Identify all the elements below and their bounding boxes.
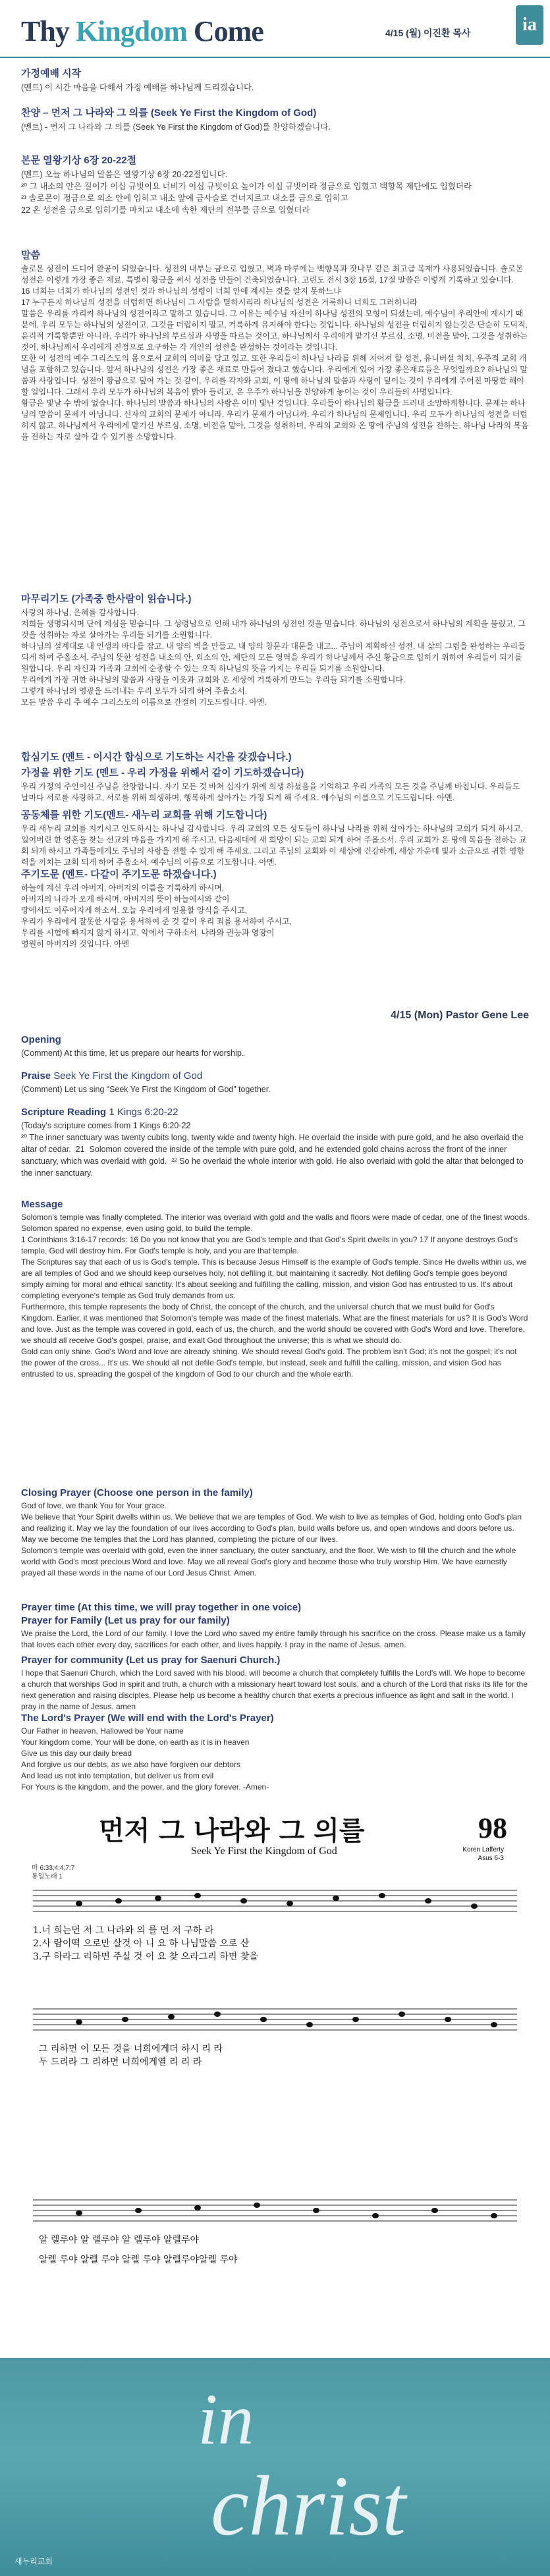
ko-message (21, 248, 530, 443)
en-lords-heading: The Lord's Prayer (We will end with the Lord's Prayer) (21, 1713, 274, 1724)
hymn-lyric-7: 알렐 루야 알렐 루야 알렐 루야 알렐루야알렐 루야 (33, 2255, 238, 2265)
date-pastor-ko: 4/15 (월) 이진환 목사 (385, 28, 471, 38)
date-pastor-en: 4/15 (Mon) Pastor Gene Lee (391, 1010, 529, 1021)
en-opening (21, 1034, 530, 1059)
en-praise (21, 1070, 530, 1095)
en-praise-title: Seek Ye First the Kingdom of God (51, 1070, 203, 1082)
en-scripture-text: ²⁰ The inner sanctuary was twenty cubits long, twenty wide and twenty high. He overlaid the inside with pure gold, and he also overlaid the altar of cedar. 21 Solomon covered the inside of the temple with pure gold, and he extended gold chains across the front of the inner sanctuary, which was overlaid with gold. ²² So he overlaid the whole interior with gold. He also overlaid with gold the altar that belonged to the inner sanctuary. (21, 1133, 526, 1178)
title-part-1: Thy (21, 15, 76, 47)
ko-closing-heading: 마무리기도 (가족중 한사람이 읽습니다.) (21, 593, 192, 605)
hymn-reference: 마 6:33;4:4;7:7 통일노래 1 (32, 1865, 75, 1880)
en-closing-heading: Closing Prayer (Choose one person in the family) (21, 1487, 253, 1498)
ko-praise-heading: 찬양 – 먼저 그 나라와 그 의를 (Seek Ye First the Kingdom of God) (21, 107, 317, 119)
ko-lords-heading: 주기도문 (멘트- 다같이 주기도문 하겠습니다.) (21, 869, 217, 880)
en-scripture-ref: 1 Kings 6:20-22 (106, 1107, 179, 1118)
title-part-2: Kingdom (75, 15, 187, 47)
hymn-title: 먼저 그 나라와 그 의를 (99, 1815, 365, 1846)
hymn-number: 98 (478, 1812, 507, 1844)
ko-scripture-heading: 본문 열왕기상 6장 20-22절 (21, 155, 137, 166)
hymn-lyric-4: 그 리하면 이 모든 것을 너희에게더 하시 리 라 (33, 2044, 223, 2054)
ko-opening-heading: 가정예배 시작 (21, 68, 82, 79)
header (0, 0, 550, 58)
en-prayer-family-text: We praise the Lord, the Lord of our family. I love the Lord who saved my entire family through his sacrifice on the cross. Please make us a family that loves each other every day, sacrifices for each other, and lives happily. I pray in the name of Jesus. amen. (21, 1629, 528, 1649)
en-prayer (21, 1602, 530, 1713)
en-prayer-church-heading: Prayer for community (Let us pray for Saenuri Church.) (21, 1655, 281, 1666)
ko-praise-text: (멘트) - 먼저 그 나라와 그 의를 (Seek Ye First the Kingdom of God)를 찬양하겠습니다. (21, 123, 331, 132)
ko-scripture-v20: ²⁰ 그 내소의 안은 길이가 이십 규빗이요 너비가 이십 규빗이요 높이가 이십 규빗이라 정금으로 입혔고 백향목 제단에도 입혔더라 (21, 182, 472, 191)
en-message-heading: Message (21, 1199, 63, 1210)
en-scripture-heading: Scripture Reading (21, 1107, 107, 1118)
en-lords-text: Our Father in heaven, Hallowed be Your name Your kingdom come, Your will be done, on earth as it is in heaven Give us this day our daily bread And forgive us our debts, as we also have forgiven our debtors And lead us not into temptation, but deliver us from evil For Yours is the kingdom, and the power, and the glory forever. -Amen- (21, 1726, 269, 1792)
ko-prayer-heading: 합심기도 (멘트 - 이시간 합심으로 기도하는 시간을 갖겠습니다.) (21, 752, 292, 763)
ko-prayer-family-text: 우리 가정의 주인이신 주님을 찬양합니다. 자기 모든 것 바쳐 십자가 위에 희생 하셨음을 기억하고 우리 가족의 모든 것을 주님께 바칩니다. 우리들도 날마다 서로를 사랑하고, 서로를 위해 희생하며, 행복하게 살아가는 가정 되게 해 주세요. 예수님의 이름으로 기도드립니다. 아멘. (21, 782, 522, 802)
ko-closing (21, 591, 530, 708)
page-title (21, 14, 263, 48)
en-opening-text: (Comment) At this time, let us prepare our hearts for worship. (21, 1049, 244, 1058)
ko-message-text: 솔로몬 성전이 드디어 완공이 되었습니다. 성전의 내부는 금으로 입혔고, 벽과 마루에는 백향목과 잣나무 같은 최고급 목재가 사용되었습니다. 솔로몬 성전은 이렇게 가장 좋은 재료, 특별히 황금을 써서 성전을 만들어 건축되었습니다. 고린도 전서 3장 16절, 17절 말씀은 이렇게 기록하고 있습니다. 16 너희는 너희가 하나님의 성전인 것과 하나님의 성령이 너희 안에 계시는 것을 알지 못하느냐 17 누구든지 하나님의 성전을 더럽히면 하나님이 그 사람을 멸하시리라 하나님의 성전은 거룩하니 너희도 그러하니라 말씀은 우리를 가리켜 하나님의 성전이라고 말하고 있습니다. 그 이유는 예수님 자신이 하나님 성전의 모형이 되셨는데, 예수님이 우리안에 계시기 때문에, 우리 모두는 하나님의 성전이고, 그것을 더럽히지 말고, 거룩하게 유지해야 한다는 것입니다. 하나님의 성전을 더럽히지 않는것은 단순히 도덕적, 윤리적 거룩함뿐만 아니라, 우리가 하나님의 부르심과 사명을 따르는 것이고, 하나님께서 우리에게 맡기신 부르심, 소명, 비전을 맡아, 그것을 성취하는 것이, 하나님께서 우리에게 진정으로 요구하는 각 개인의 성전을 완성하는 것이라는 것입니다. 또한 이 성전의 예수 그리스도의 몸으로서 교회의 의미를 담고 있고, 또한 우리들이 하나님 나라를 위해 지어져 할 성전, 유니버설 처치, 우주적 교회 개념을 포함하고 있습니다. 앞서 하나님의 성전은 가장 좋은 재료로 만들어 졌다고 했습니다. 우리에게 있어 가장 좋은재료들은 무엇일까요? 하나님의 말씀과 사랑입니다. 성전이 황금으로 덮여 가는 것 같이, 우리를 각자와 교회, 이 땅에 하나님의 말씀과 사랑이 덮이는 것이 우리에게 주어진 마땅한 해야 할 일입니다. 그래서 우리 모두가 하나님의 복음이 밝아 들리고, 온 우주가 하나님을 찬양하게 놓이는 것이 우리들의 사명입니다. 황금은 빛날 수 밖에 없습니다. 하나님의 말씀과 하나님의 사랑은 이미 빛난 것입니다. 우리들이 하나님의 황금을 드러내 소망하게합니다. 문제는 하나님의 말씀이 문제가 아닙니다. 신자의 교회의 문제가 아니라, 우리가 문제가 아닙니까. 우리가 하나님의 문제입니다. 우리 모두가 하나님의 성전을 더럽히지 않고, 하나님께서 우리에게 맡기신 부르심, 소명, 비전을 맡아, 그것을 성취하며, 우리의 교회와 온 땅에 주님의 성전을 전하는, 하나님 나라의 복음을 전하는 자로 살아 갈 수 있기를 소망합니다. (21, 264, 529, 441)
ko-closing-text: 사랑의 하나님, 은혜를 감사합니다. 저희들 생명되시며 단에 계심을 믿습니다. 그 성령님으로 인해 내가 하나님의 성전인 것을 믿습니다. 하나님의 성전으로서 하나님의 계획을 불렀고, 그것을 성취하는 자로 살아가는 우리들 되기를 소원합니다. 하나님의 설계대로 내 인생의 바다를 잡고, 내 양의 벽을 만들고, 내 양의 창문과 대문을 내고... 주님이 계획하신 성전, 내 삶의 그림을 완성하는 우리들 되게 하여 주옵소서. 주님의 뜻한 성전을 내소의 안, 외소의 안, 제단의 모든 영역을 우리가 하나님께서 주신 황금으로 입히기 위하여 우리들이 되기를 원합니다. 우리 자신과 가족과 교회에 순종할 수 있는 오직 하나님의 뜻을 가지는 우리들 되기를 소원합니다. 우리에게 가장 귀한 하나님의 말씀과 사랑을 이웃과 교회와 온 세상에 거룩하게 만드는 우리들 되기를 소원합니다. 그렇게 하나님의 영광을 드러내는 우리 모두가 되게 하여 주옵소서. 모든 말씀 우리 주 예수 그리스도의 이름으로 간절히 기도드립니다. 아멘. (21, 608, 526, 707)
en-prayer-family-heading: Prayer for Family (Let us pray for our family) (21, 1615, 230, 1626)
ko-scripture (21, 153, 530, 216)
ko-opening (21, 66, 530, 94)
en-scripture (21, 1107, 530, 1179)
ko-message-heading: 말씀 (21, 250, 40, 261)
hymn-lyric-2: 2.사 람이떡 으로만 살것 아 니 요 하 나님말씀 으로 산 (33, 1938, 250, 1949)
ko-praise (21, 105, 530, 133)
hymn-subtitle: Seek Ye First the Kingdom of God (191, 1846, 337, 1857)
ko-lords-text: 하늘에 계신 우리 아버지, 아버지의 이름을 거룩하게 하시며, 아버지의 나라가 오게 하시며, 아버지의 뜻이 하늘에서와 같이 땅에서도 이루어지게 하소서. 오늘 우리에게 일용할 양식을 주시고, 우리가 우리에게 잘못한 사람을 용서하여 준 것 같이 우리 죄를 용서하여 주시고, 우리를 시험에 빠지지 않게 하시고, 악에서 구하소서. 나라와 권능과 영광이 영원히 아버지의 것입니다. 아멘 (21, 883, 292, 948)
hymn-author: Koren Lafferty Asus 6-3 (462, 1846, 504, 1862)
ko-prayer-family-heading: 가정을 위한 기도 (멘트 - 우리 가정을 위해서 같이 기도하겠습니다) (21, 767, 304, 779)
en-message (21, 1199, 530, 1380)
title-part-3: Come (186, 15, 263, 47)
en-prayer-heading: Prayer time (At this time, we will pray together in one voice) (21, 1602, 302, 1613)
ko-prayer (21, 750, 530, 868)
en-scripture-intro: (Today's scripture comes from 1 Kings 6:20-22 (21, 1121, 191, 1130)
en-praise-heading: Praise (21, 1070, 51, 1082)
en-praise-text: (Comment) Let us sing “Seek Ye First the Kingdom of God” together. (21, 1085, 271, 1094)
hymn-lyric-6: 알 렐루야 알 렐루야 알 렐루야 알렐루야 (33, 2235, 199, 2245)
ko-opening-text: (멘트) 이 시간 마음을 다해서 가정 예배를 하나님께 드리겠습니다. (21, 83, 254, 92)
en-opening-heading: Opening (21, 1034, 61, 1045)
church-name-logo: 새누리교회 (14, 2557, 53, 2566)
en-lords-prayer (21, 1713, 530, 1793)
en-message-text: Solomon's temple was finally completed. The interior was overlaid with gold and the walls and floors were made of cedar, one of the finest woods. Solomon spared no expense, even using gold, to build the temple. 1 Corinthians 3:16-17 records: 16 Do you not know that you are God's temple and that God's Spirit dwells in you? 17 If anyone destroys God's temple, God will destroy him. For God's temple is holy, and you are that temple. The Scriptures say that each of us is God's temple. This is because Jesus Himself is the example of God's temple. Since He dwells within us, we are all temples of God and we should keep ourselves holy, not defiling it, but maintaining it sacredly. Not defiling God's temple goes beyond simply aiming for moral and ethical sanctity. It's about seeking and fulfilling the calling, mission, and vision God has entrusted to us. It's about completing everyone's temple as God truly demands from us. Furthermore, this temple represents the body of Christ, the concept of the church, and the universal church that we must build for God's Kingdom. Earlier, it was mentioned that Solomon's temple was made of the finest materials. What are the finest materials for us? It is God's Word and love. Just as the temple was covered in gold, each of us, the church, and the world should be covered with God's Word and love. Therefore, we should all receive God's gospel, praise, and exalt God throughout the universe; this is what we should do. Gold can only shine. God's Word and love are already shining. We should reveal God's gold. The problem isn't God; it's not the gospel; it's not the power of the cross... It's us. We should all not defile God's temple, but instead, seek and fulfill the calling, mission, and vision God has entrusted to us, spreading the gospel of the kingdom of God to our church and the whole earth. (21, 1213, 530, 1379)
ko-lords-prayer (21, 867, 530, 950)
en-closing-text: God of love, we thank You for Your grace. We believe that Your Spirit dwells within us. We believe that we are temples of God. We wish to live as temples of God, holding onto God's plan and realizing it. May we lay the foundation of our lives according to God's plan, build walls before us, and open windows and doors before us. May we become the temples that the Lord has planned, completing the picture of our lives. Solomon's temple was overlaid with gold, even the inner sanctuary, the outer sanctuary, and the floor. We wish to fill the church and the whole world with God's most precious Word and love. May we all reveal God's glory and become those who truly worship Him. We have earnestly prayed all these words in the name of our Lord Jesus Christ. Amen. (21, 1501, 522, 1577)
hymn-lyric-5: 두 드리라 그 리하면 너희에게열 리 리 라 (33, 2057, 202, 2068)
hymn-lyric-3: 3.구 하라그 리하면 주실 것 이 요 찾 으라그리 하면 찾을 (33, 1952, 258, 1962)
en-prayer-church-text: I hope that Saenuri Church, which the Lord saved with his blood, will become a church that completely fulfills the Lord's will. We hope to become a church that worships God in spirit and truth, a church with a missionary heart toward lost souls, and a church of the Lord that risks its life for the next generation and raising disciples. Please help us become a healthy church that exerts a precious influence as light and salt in the world. I pray in the name of Jesus. amen (21, 1668, 530, 1711)
hymn-lyric-1: 1.너 희는먼 저 그 나라와 의 를 먼 저 구하 라 (33, 1925, 214, 1936)
ko-scripture-v22: 22 온 성전을 금으로 입히기를 마치고 내소에 속한 제단의 전부를 금으로 입혔더라 (21, 206, 310, 215)
ko-scripture-v21: ²¹ 솔로몬이 정금으로 외소 안에 입히고 내소 앞에 금사슬로 건너지르고 내소를 금으로 입히고 (21, 194, 348, 203)
church-logo-icon: ia (516, 5, 543, 45)
bottom-banner (0, 2358, 550, 2576)
ko-scripture-intro: (멘트) 오늘 하나님의 말씀은 열왕기상 6장 20-22절입니다. (21, 170, 228, 179)
banner-word-in: in (198, 2379, 254, 2459)
ko-prayer-church-text: 우리 새누리 교회를 지키시고 인도하시는 하나님 감사합니다. 우리 교회의 모든 성도들이 하나님 나라를 위해 살아가는 하나님의 교회가 되게 하시고, 일어버린 한 영혼을 찾는 선교의 마음을 가지게 해 주시고, 다음세대에 새 희망이 되는 교회 되게 하여 주옵소서. 우리 교회가 온 땅에 복음을 전하는 교회 되게 하시고 가족들에게도 주님의 사랑을 전할 수 있게 해 주세요. 그리고 주님의 교회와 이 세상에 건강하게, 세상 가운데 빛과 소금으로 귀한 영향력을 끼치는 교회 되게 하여 주옵소서. 예수님의 이름으로 기도합니다. 아멘. (21, 824, 527, 867)
ko-prayer-church-heading: 공동체를 위한 기도(멘트- 새누리 교회를 위해 기도합니다) (21, 809, 267, 821)
hymn-sheet (26, 1805, 524, 2332)
banner-word-christ: christ (211, 2459, 406, 2554)
en-closing (21, 1487, 530, 1579)
